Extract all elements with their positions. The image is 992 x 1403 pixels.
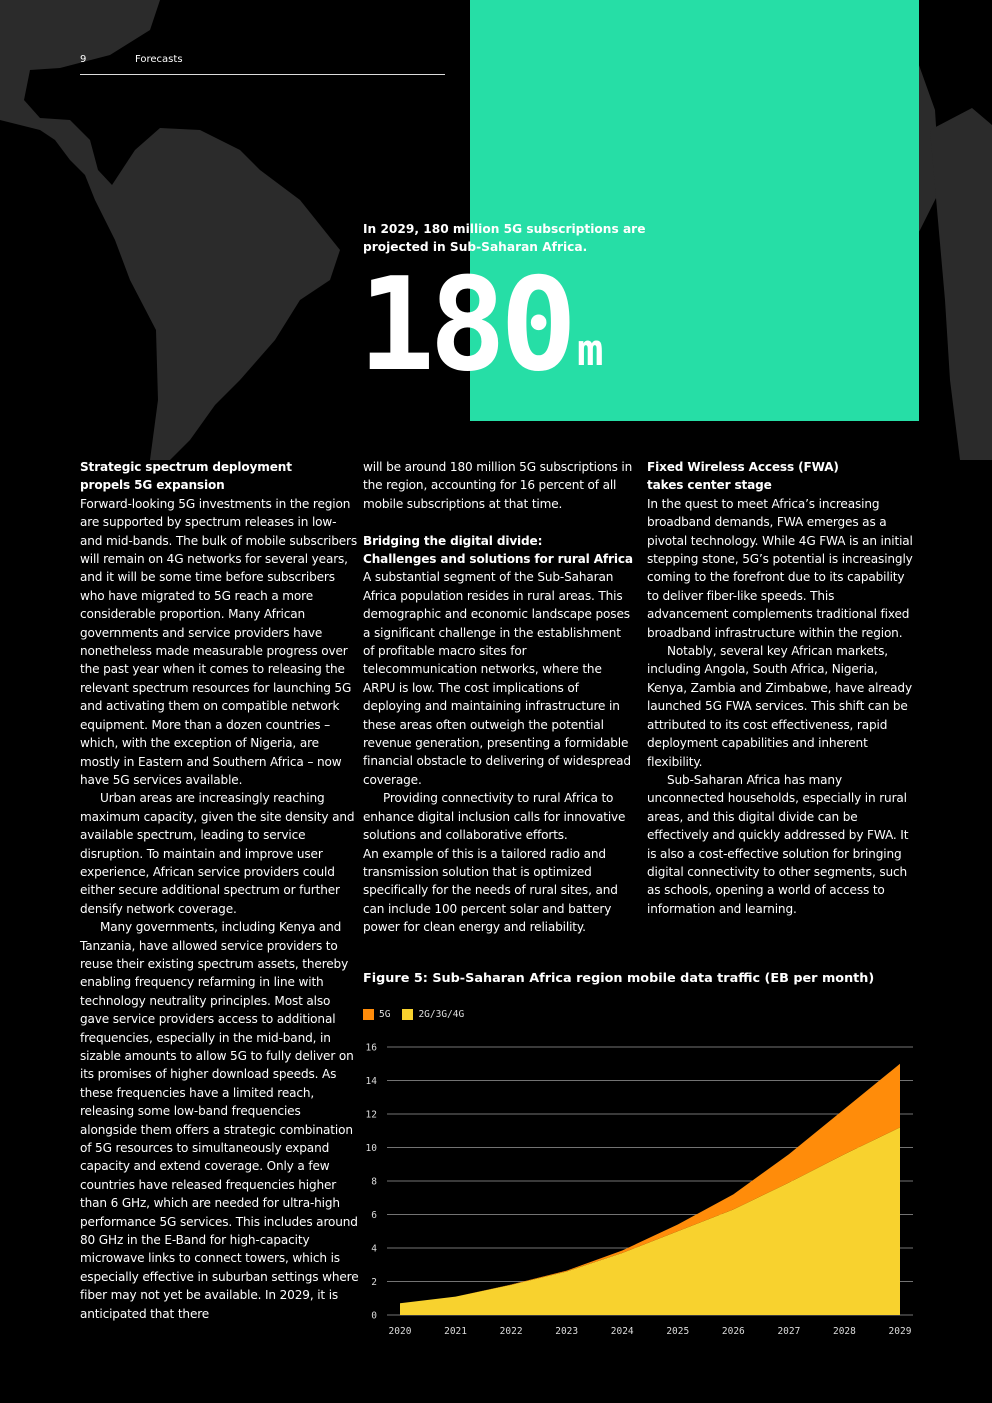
page-header bbox=[80, 53, 445, 75]
x-tick-label: 2028 bbox=[832, 1326, 856, 1337]
legend-swatch-legacy bbox=[402, 1009, 413, 1020]
y-tick-label: 0 bbox=[371, 1310, 377, 1322]
legend-swatch-5g bbox=[363, 1009, 374, 1020]
hero-lead-text: In 2029, 180 million 5G subscriptions are projected in Sub-Saharan Africa. bbox=[363, 222, 646, 254]
x-tick-label: 2027 bbox=[777, 1326, 801, 1337]
hero-unit: m bbox=[577, 325, 604, 376]
legend-item-legacy bbox=[402, 1009, 464, 1020]
traffic-area-chart bbox=[355, 1035, 925, 1340]
heading-line: Strategic spectrum deployment bbox=[80, 460, 292, 474]
heading-line: Fixed Wireless Access (FWA) bbox=[647, 460, 839, 474]
paragraph: Many governments, including Kenya and Tanzania, have allowed service providers to reuse their existing spectrum assets, thereby enabling frequency refarming in line with technology neutrality principles. Most also gave service providers access to additional frequencies, especially in the mid-band, in sizable amounts to allow 5G to fully deliver on its promises of higher download speeds. As these frequencies have a limited reach, releasing some low-band frequencies alongside them offers a strategic combination of 5G resources to simultaneously expand capacity and extend coverage. Only a few countries have released frequencies higher than 6 GHz, which are needed for ultra-high performance 5G services. This includes around 80 GHz in the E-Band for high-capacity microwave links to connect towers, which is especially effective in suburban settings where fiber may not yet be available. In 2029, it is anticipated that there bbox=[80, 920, 359, 1321]
y-tick-label: 2 bbox=[371, 1277, 377, 1288]
x-tick-label: 2029 bbox=[888, 1326, 912, 1337]
paragraph: An example of this is a tailored radio and transmission solution that is optimized specifically for the needs of rural sites, and can include 100 percent solar and battery power for clean energy and reliability. bbox=[363, 846, 618, 935]
section-heading bbox=[80, 458, 360, 495]
heading-line: propels 5G expansion bbox=[80, 478, 225, 493]
column-1 bbox=[80, 458, 360, 1323]
page-number: 9 bbox=[80, 54, 87, 65]
y-tick-label: 4 bbox=[371, 1243, 377, 1255]
paragraph: Notably, several key African markets, including Angola, South Africa, Nigeria, Kenya, Zambia and Zimbabwe, have already launched 5G FWA services. This shift can be attributed to its cost effectiveness, rapid deployment capabilities and inherent flexibility. bbox=[647, 644, 912, 769]
figure-title: Figure 5: Sub-Saharan Africa region mobile data traffic (EB per month) bbox=[363, 971, 875, 986]
heading-line: Bridging the digital divide: bbox=[363, 533, 543, 548]
paragraph: Urban areas are increasingly reaching maximum capacity, given the site density and available spectrum, leading to service disruption. To maintain and improve user experience, African service providers could either secure additional spectrum or further densify network coverage. bbox=[80, 791, 355, 916]
hero-value: 180 bbox=[358, 251, 572, 400]
heading-line: Challenges and solutions for rural Africa bbox=[363, 552, 633, 567]
x-tick-label: 2021 bbox=[444, 1326, 468, 1337]
heading-line: takes center stage bbox=[647, 478, 772, 493]
x-tick-label: 2026 bbox=[721, 1326, 745, 1337]
chart-legend bbox=[363, 1009, 476, 1020]
asia-shape bbox=[930, 108, 992, 460]
y-tick-label: 10 bbox=[365, 1143, 377, 1154]
paragraph: Forward-looking 5G investments in the region are supported by spectrum releases in low- and mid-bands. The bulk of mobile subscribers will remain on 4G networks for several years, and it will be some time before subscribers who have migrated to 5G reach a more considerable proportion. Many African governments and service providers have nonetheless made measurable progress over the past year when it comes to releasing the relevant spectrum resources for launching 5G and activating them on compatible network equipment. More than a dozen countries – which, with the exception of Nigeria, are mostly in Eastern and Southern Africa – now have 5G services available. bbox=[80, 496, 358, 787]
y-tick-label: 12 bbox=[365, 1109, 377, 1121]
x-tick-label: 2023 bbox=[555, 1326, 579, 1337]
y-tick-label: 8 bbox=[371, 1176, 377, 1188]
column-2 bbox=[363, 458, 633, 937]
legend-label-legacy: 2G/3G/4G bbox=[418, 1009, 465, 1020]
paragraph: will be around 180 million 5G subscriptions in the region, accounting for 16 percent of all mobile subscriptions at that time. bbox=[363, 460, 633, 511]
y-tick-label: 14 bbox=[365, 1076, 377, 1087]
x-tick-label: 2025 bbox=[666, 1326, 690, 1337]
legend-label-5g: 5G bbox=[379, 1009, 391, 1020]
x-tick-label: 2020 bbox=[388, 1326, 412, 1337]
paragraph: Sub-Saharan Africa has many unconnected households, especially in rural areas, and this digital divide can be effectively and quickly addressed by FWA. It is also a cost-effective solution for bringing digital connectivity to other segments, such as schools, opening a world of access to information and learning. bbox=[647, 772, 909, 916]
paragraph: In the quest to meet Africa’s increasing broadband demands, FWA emerges as a pivotal technology. While 4G FWA is an initial stepping stone, 5G’s potential is increasingly coming to the forefront due to its capability to deliver fiber-like speeds. This advancement complements traditional fixed broadband infrastructure within the region. bbox=[647, 496, 913, 640]
paragraph: A substantial segment of the Sub-Saharan Africa population resides in rural areas. This demographic and economic landscape poses a significant challenge in the establishment of profitable macro sites for telecommunication networks, where the ARPU is low. The cost implications of deploying and maintaining infrastructure in these areas often outweigh the potential revenue generation, presenting a formidable financial obstacle to delivering of widespread coverage. bbox=[363, 570, 631, 787]
paragraph: Providing connectivity to rural Africa to enhance digital inclusion calls for innovative solutions and collaborative efforts. bbox=[363, 791, 626, 843]
x-tick-label: 2022 bbox=[499, 1326, 523, 1337]
column-3 bbox=[647, 458, 917, 918]
section-title: Forecasts bbox=[135, 54, 183, 65]
legend-item-5g bbox=[363, 1009, 390, 1020]
y-tick-label: 16 bbox=[365, 1042, 377, 1054]
y-tick-label: 6 bbox=[371, 1210, 377, 1221]
section-heading bbox=[647, 458, 917, 495]
x-tick-label: 2024 bbox=[610, 1326, 634, 1337]
section-heading bbox=[363, 532, 633, 569]
